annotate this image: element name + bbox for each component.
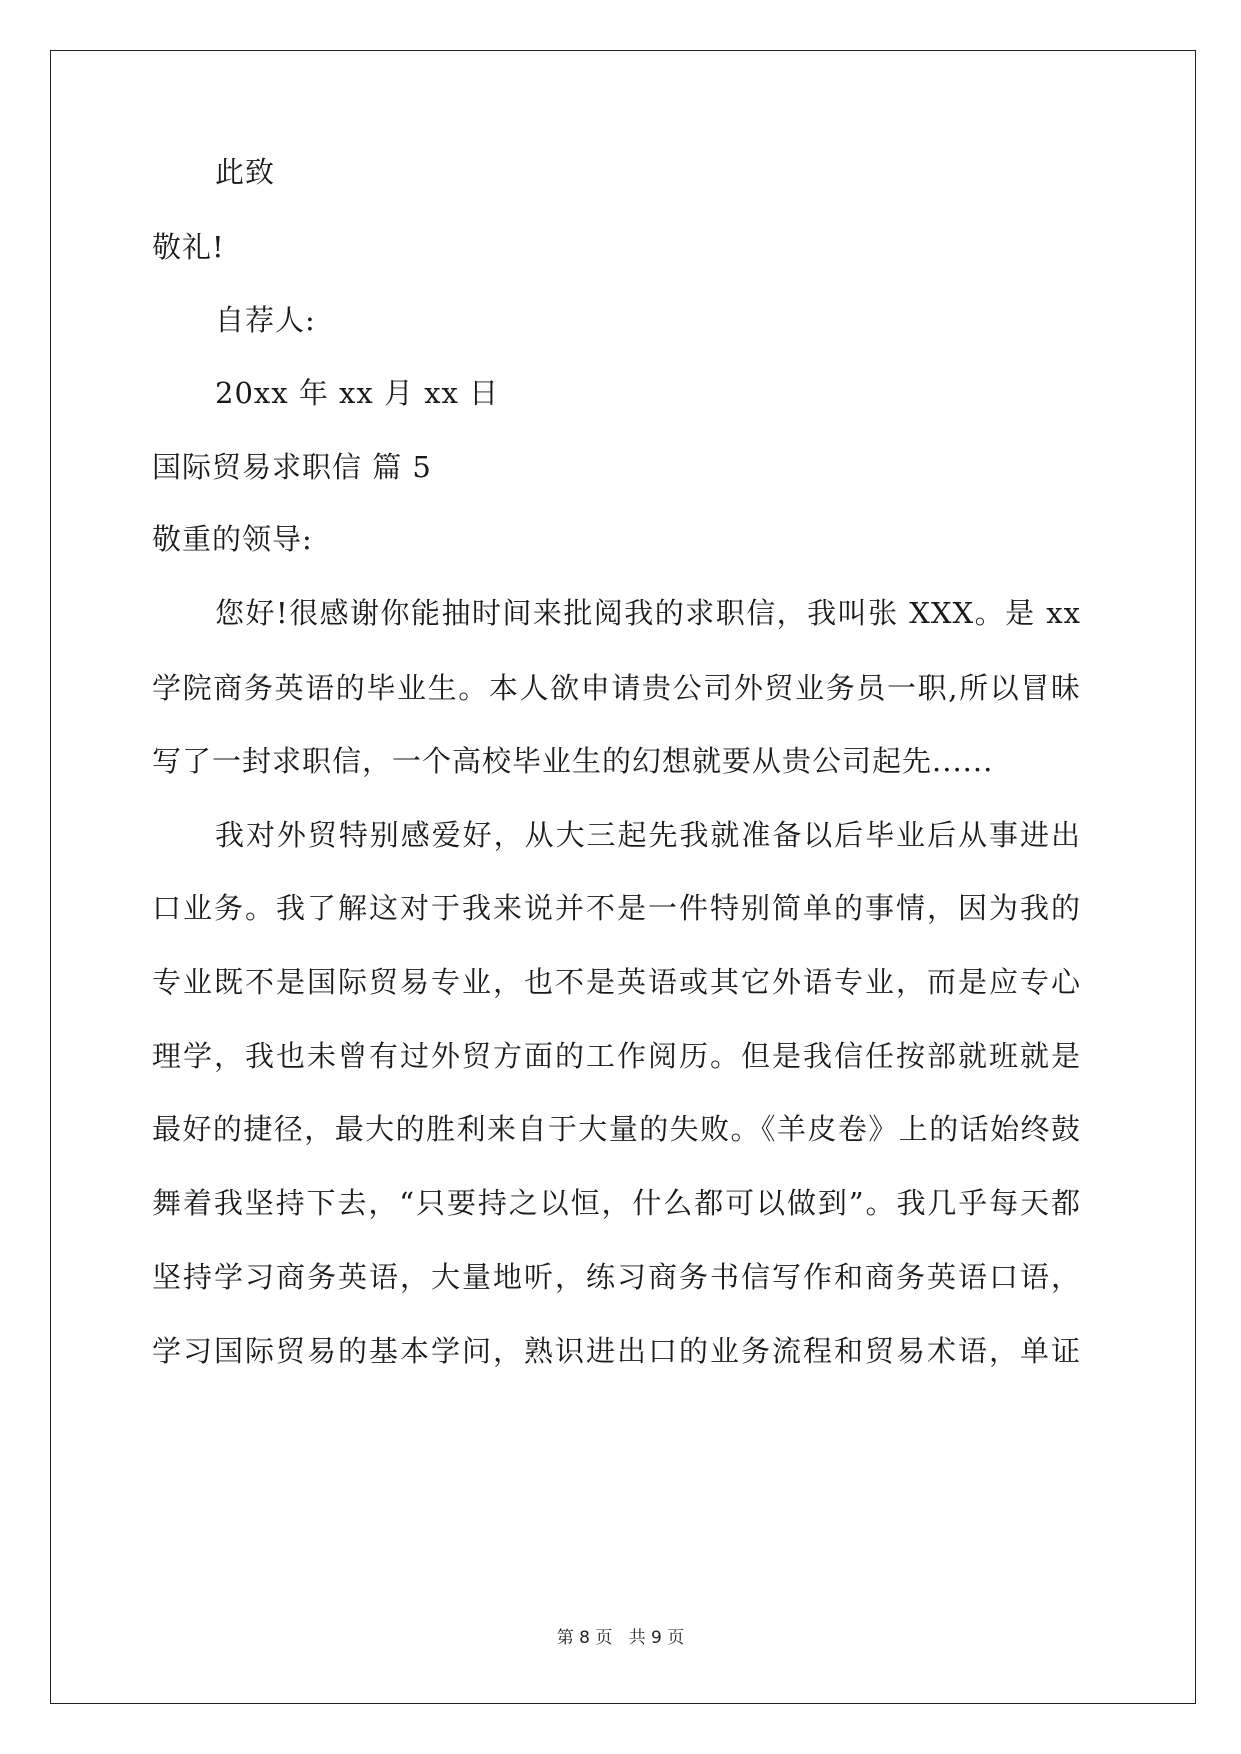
page-number-footer: 第 8 页 共 9 页 (556, 1628, 685, 1648)
signature-line: 自荐人: (215, 303, 316, 337)
salutation: 敬重的领导: (152, 522, 313, 556)
paragraph-1-line-3: 写了一封求职信，一个高校毕业生的幻想就要从贵公司起先...... (152, 744, 994, 778)
paragraph-2-line-2: 口业务。我了解这对于我来说并不是一件特别简单的事情，因为我的 (152, 891, 1081, 925)
paragraph-2-line-1: 我对外贸特别感爱好，从大三起先我就准备以后毕业后从事进出 (215, 818, 1081, 852)
paragraph-2-line-8: 学习国际贸易的基本学问，熟识进出口的业务流程和贸易术语，单证 (152, 1334, 1081, 1368)
paragraph-2-line-7: 坚持学习商务英语，大量地听，练习商务书信写作和商务英语口语， (152, 1260, 1081, 1294)
paragraph-1-line-2: 学院商务英语的毕业生。本人欲申请贵公司外贸业务员一职,所以冒昧 (152, 671, 1081, 705)
paragraph-2-line-4: 理学，我也未曾有过外贸方面的工作阅历。但是我信任按部就班就是 (152, 1039, 1081, 1073)
paragraph-2-line-5: 最好的捷径，最大的胜利来自于大量的失败。《羊皮卷》上的话始终鼓 (152, 1112, 1081, 1146)
section-title: 国际贸易求职信 篇 5 (152, 450, 432, 484)
closing-line-1: 此致 (215, 155, 276, 189)
paragraph-2-line-6: 舞着我坚持下去，“只要持之以恒，什么都可以做到”。我几乎每天都 (152, 1186, 1081, 1220)
page-border (50, 50, 1196, 1704)
paragraph-2-line-3: 专业既不是国际贸易专业，也不是英语或其它外语专业，而是应专心 (152, 965, 1081, 999)
paragraph-1-line-1: 您好!很感谢你能抽时间来批阅我的求职信，我叫张 XXX。是 xx (215, 596, 1081, 630)
date-line: 20xx 年 xx 月 xx 日 (215, 376, 500, 410)
closing-line-2: 敬礼! (152, 230, 225, 264)
